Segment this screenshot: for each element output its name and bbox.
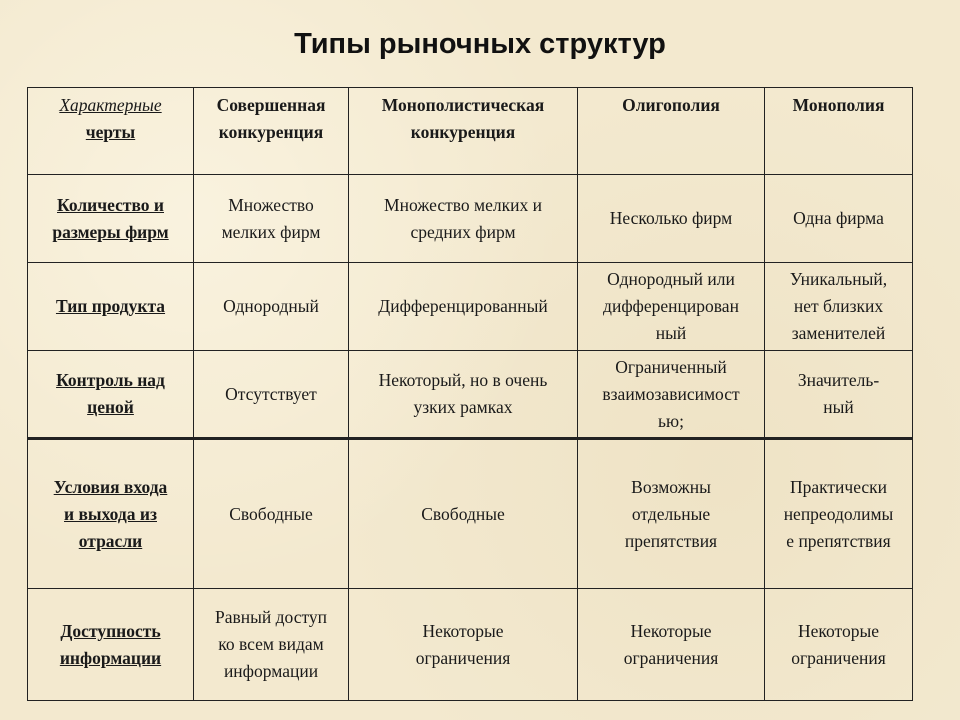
header-line: конкуренция xyxy=(410,122,516,142)
cell-line: ко всем видам xyxy=(218,634,324,654)
header-line: конкуренция xyxy=(218,122,324,142)
cell-line: Множество xyxy=(228,194,314,215)
cell-line: Некоторые xyxy=(798,620,879,641)
cell-line: заменителей xyxy=(791,323,886,343)
cell-line: Некоторые xyxy=(422,620,504,641)
table-cell xyxy=(578,589,765,701)
cell-line: отрасли xyxy=(78,530,143,551)
header-line: Монополия xyxy=(792,95,885,115)
cell-line: ограничения xyxy=(623,647,719,668)
table-cell xyxy=(578,351,765,439)
header-row xyxy=(28,88,913,175)
table-row xyxy=(28,439,913,589)
cell-line: Некоторые xyxy=(630,620,712,641)
table-cell xyxy=(578,439,765,589)
cell-line: Однородный xyxy=(223,296,319,316)
header-line: черты xyxy=(85,122,136,142)
table-cell xyxy=(765,589,913,701)
cell-line: ограничения xyxy=(415,647,511,668)
cell-line: Возможны xyxy=(631,476,711,497)
cell-line: нет близких xyxy=(793,296,884,316)
cell-line: Свободные xyxy=(421,503,505,524)
cell-line: ный xyxy=(823,397,854,417)
header-line: Олигополия xyxy=(622,95,720,115)
cell-line: е препятствия xyxy=(786,530,891,551)
page-title: Типы рыночных структур xyxy=(294,28,666,60)
corner-header-cell xyxy=(28,88,194,175)
column-header-monopolistic-competition xyxy=(349,88,578,175)
table-cell xyxy=(578,175,765,263)
row-header-information xyxy=(28,589,194,701)
table-cell xyxy=(194,589,349,701)
cell-line: Контроль над xyxy=(56,370,165,390)
cell-line: Ограниченный xyxy=(615,356,727,377)
cell-line: ью; xyxy=(658,410,684,431)
cell-line: Уникальный, xyxy=(789,269,888,289)
table-row xyxy=(28,351,913,439)
cell-line: Множество мелких и xyxy=(384,194,542,215)
table-cell xyxy=(765,439,913,589)
cell-line: Дифференцированный xyxy=(378,296,548,316)
cell-line: Некоторый, но в очень xyxy=(378,370,548,390)
table-cell xyxy=(578,263,765,351)
table-cell xyxy=(349,175,578,263)
column-header-monopoly xyxy=(765,88,913,175)
cell-line: и выхода из xyxy=(64,503,157,524)
cell-line: ограничения xyxy=(791,647,886,668)
cell-line: непреодолимы xyxy=(783,503,894,524)
table-cell xyxy=(349,351,578,439)
cell-line: средних фирм xyxy=(410,221,516,242)
table-cell xyxy=(194,263,349,351)
table-cell xyxy=(349,263,578,351)
column-header-perfect-competition xyxy=(194,88,349,175)
table-row xyxy=(28,589,913,701)
cell-line: Доступность xyxy=(60,620,161,641)
table-row xyxy=(28,263,913,351)
table-cell xyxy=(765,263,913,351)
table-cell xyxy=(194,439,349,589)
row-header-product xyxy=(28,263,194,351)
header-line: Монополистическая xyxy=(381,95,545,115)
cell-line: информации xyxy=(59,647,162,668)
cell-line: Одна фирма xyxy=(793,208,884,228)
column-header-oligopoly xyxy=(578,88,765,175)
cell-line: Равный доступ xyxy=(214,607,327,627)
table-cell xyxy=(765,175,913,263)
table-cell xyxy=(349,439,578,589)
cell-line: мелких фирм xyxy=(221,221,321,242)
cell-line: дифференцирован xyxy=(603,296,739,316)
cell-line: Практически xyxy=(789,476,888,497)
cell-line: отдельные xyxy=(631,503,711,524)
cell-line: Несколько фирм xyxy=(609,208,733,228)
table-cell xyxy=(194,175,349,263)
cell-line: Условия входа xyxy=(53,476,168,497)
table-row xyxy=(28,175,913,263)
table-cell xyxy=(349,589,578,701)
cell-line: Однородный или xyxy=(607,269,735,289)
cell-line: препятствия xyxy=(624,530,718,551)
cell-line: Отсутствует xyxy=(225,383,317,404)
row-header-price-control xyxy=(28,351,194,439)
cell-line: Значитель- xyxy=(797,370,880,390)
cell-line: узких рамках xyxy=(413,397,513,417)
cell-line: Количество и xyxy=(57,194,164,215)
market-structures-table xyxy=(27,87,913,701)
cell-line: взаимозависимост xyxy=(602,383,740,404)
cell-line: ценой xyxy=(87,397,134,417)
table-cell xyxy=(194,351,349,439)
cell-line: информации xyxy=(223,661,319,681)
cell-line: Тип продукта xyxy=(55,296,166,316)
header-line: Характерные xyxy=(59,95,162,115)
cell-line: размеры фирм xyxy=(52,221,169,242)
cell-line: Свободные xyxy=(229,503,313,524)
header-line: Совершенная xyxy=(216,95,326,115)
row-header-entry-exit xyxy=(28,439,194,589)
cell-line: ный xyxy=(655,323,687,343)
table-cell xyxy=(765,351,913,439)
row-header-firms xyxy=(28,175,194,263)
